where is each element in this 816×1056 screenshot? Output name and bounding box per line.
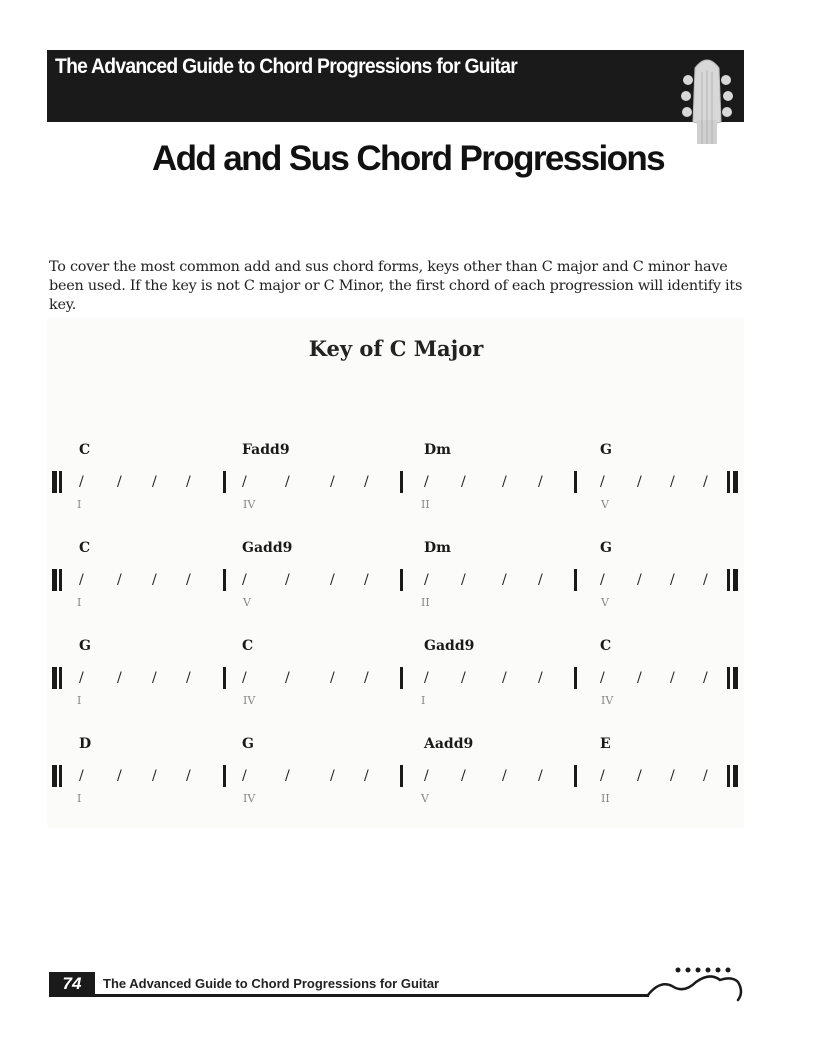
- beat-slash: /: [637, 768, 642, 784]
- beat-slash: /: [670, 474, 675, 490]
- intro-paragraph: To cover the most common add and sus chord forms, keys other than C major and C minor have been used. If the key is not C major or C Minor, the first chord of each progression will identify its key.: [49, 259, 743, 313]
- beat-slash: /: [364, 768, 369, 784]
- chord-name: E: [600, 736, 611, 752]
- beat-slash: /: [637, 670, 642, 686]
- start-repeat-bar: [59, 765, 62, 787]
- bar-line: [574, 667, 577, 689]
- roman-numeral: I: [421, 694, 426, 707]
- beat-slash: /: [285, 670, 290, 686]
- beat-slash: /: [424, 670, 429, 686]
- bar-line: [223, 765, 226, 787]
- chord-name: C: [79, 540, 91, 556]
- start-repeat-bar: [59, 667, 62, 689]
- beat-slash: /: [285, 768, 290, 784]
- beat-slash: /: [79, 768, 84, 784]
- roman-numeral: V: [601, 498, 609, 511]
- beat-slash: /: [364, 670, 369, 686]
- beat-slash: /: [703, 474, 708, 490]
- guitar-headstock-icon: [675, 52, 739, 146]
- roman-numeral: II: [421, 498, 430, 511]
- beat-slash: /: [186, 474, 191, 490]
- chord-name: C: [600, 638, 612, 654]
- beat-slash: /: [502, 768, 507, 784]
- beat-slash: /: [242, 474, 247, 490]
- beat-slash: /: [424, 474, 429, 490]
- bar-line: [574, 569, 577, 591]
- beat-slash: /: [285, 572, 290, 588]
- beat-slash: /: [670, 670, 675, 686]
- start-repeat-bar: [52, 765, 57, 787]
- end-repeat-bar: [727, 765, 730, 787]
- header-band: [47, 50, 744, 122]
- beat-slash: /: [117, 768, 122, 784]
- roman-numeral: IV: [243, 792, 256, 805]
- bar-line: [574, 765, 577, 787]
- beat-slash: /: [600, 572, 605, 588]
- end-repeat-bar: [733, 471, 738, 493]
- page-number: 74: [49, 972, 95, 995]
- start-repeat-bar: [52, 471, 57, 493]
- beat-slash: /: [502, 474, 507, 490]
- beat-slash: /: [637, 474, 642, 490]
- bar-line: [223, 667, 226, 689]
- roman-numeral: V: [243, 596, 251, 609]
- beat-slash: /: [152, 768, 157, 784]
- roman-numeral: I: [77, 792, 82, 805]
- progression-row: [0, 638, 816, 718]
- end-repeat-bar: [733, 765, 738, 787]
- beat-slash: /: [637, 572, 642, 588]
- roman-numeral: II: [601, 792, 610, 805]
- beat-slash: /: [538, 572, 543, 588]
- end-repeat-bar: [733, 569, 738, 591]
- beat-slash: /: [461, 768, 466, 784]
- roman-numeral: II: [421, 596, 430, 609]
- beat-slash: /: [502, 670, 507, 686]
- beat-slash: /: [538, 670, 543, 686]
- roman-numeral: I: [77, 596, 82, 609]
- beat-slash: /: [502, 572, 507, 588]
- start-repeat-bar: [59, 471, 62, 493]
- end-repeat-bar: [727, 569, 730, 591]
- chord-name: Gadd9: [242, 540, 293, 556]
- chord-name: C: [79, 442, 91, 458]
- beat-slash: /: [461, 670, 466, 686]
- roman-numeral: IV: [601, 694, 614, 707]
- beat-slash: /: [703, 572, 708, 588]
- bar-line: [400, 765, 403, 787]
- chord-name: G: [600, 442, 612, 458]
- beat-slash: /: [600, 670, 605, 686]
- beat-slash: /: [364, 474, 369, 490]
- chord-name: Gadd9: [424, 638, 475, 654]
- footer-title: The Advanced Guide to Chord Progressions for Guitar: [103, 976, 440, 991]
- beat-slash: /: [600, 768, 605, 784]
- beat-slash: /: [424, 768, 429, 784]
- page-title: Add and Sus Chord Progressions: [151, 139, 665, 178]
- bar-line: [400, 471, 403, 493]
- roman-numeral: V: [421, 792, 429, 805]
- chord-name: Dm: [424, 540, 451, 556]
- beat-slash: /: [117, 474, 122, 490]
- beat-slash: /: [152, 474, 157, 490]
- roman-numeral: I: [77, 694, 82, 707]
- beat-slash: /: [364, 572, 369, 588]
- chord-name: Aadd9: [424, 736, 474, 752]
- beat-slash: /: [186, 670, 191, 686]
- beat-slash: /: [461, 572, 466, 588]
- beat-slash: /: [242, 670, 247, 686]
- beat-slash: /: [330, 768, 335, 784]
- beat-slash: /: [538, 474, 543, 490]
- beat-slash: /: [670, 768, 675, 784]
- beat-slash: /: [330, 474, 335, 490]
- beat-slash: /: [117, 572, 122, 588]
- progression-row: [0, 442, 816, 522]
- chord-name: G: [79, 638, 91, 654]
- bar-line: [223, 569, 226, 591]
- end-repeat-bar: [727, 667, 730, 689]
- start-repeat-bar: [59, 569, 62, 591]
- guitar-outline-icon: [640, 962, 750, 1006]
- progression-row: [0, 540, 816, 620]
- bar-line: [574, 471, 577, 493]
- start-repeat-bar: [52, 667, 57, 689]
- bar-line: [400, 667, 403, 689]
- beat-slash: /: [242, 572, 247, 588]
- beat-slash: /: [79, 670, 84, 686]
- beat-slash: /: [152, 572, 157, 588]
- beat-slash: /: [538, 768, 543, 784]
- beat-slash: /: [330, 572, 335, 588]
- beat-slash: /: [703, 768, 708, 784]
- chord-name: D: [79, 736, 92, 752]
- header-title: The Advanced Guide to Chord Progressions for Guitar: [55, 55, 517, 78]
- start-repeat-bar: [52, 569, 57, 591]
- roman-numeral: V: [601, 596, 609, 609]
- end-repeat-bar: [733, 667, 738, 689]
- beat-slash: /: [186, 768, 191, 784]
- beat-slash: /: [186, 572, 191, 588]
- chord-name: G: [600, 540, 612, 556]
- roman-numeral: I: [77, 498, 82, 511]
- chord-name: Fadd9: [242, 442, 290, 458]
- beat-slash: /: [330, 670, 335, 686]
- roman-numeral: IV: [243, 498, 256, 511]
- beat-slash: /: [461, 474, 466, 490]
- beat-slash: /: [670, 572, 675, 588]
- footer-rule: [49, 994, 649, 997]
- bar-line: [223, 471, 226, 493]
- bar-line: [400, 569, 403, 591]
- chord-name: Dm: [424, 442, 451, 458]
- chord-name: G: [242, 736, 254, 752]
- beat-slash: /: [79, 572, 84, 588]
- progression-row: [0, 736, 816, 816]
- beat-slash: /: [79, 474, 84, 490]
- beat-slash: /: [242, 768, 247, 784]
- beat-slash: /: [600, 474, 605, 490]
- roman-numeral: IV: [243, 694, 256, 707]
- beat-slash: /: [152, 670, 157, 686]
- beat-slash: /: [117, 670, 122, 686]
- beat-slash: /: [285, 474, 290, 490]
- key-title: Key of C Major: [308, 336, 484, 361]
- chord-name: C: [242, 638, 254, 654]
- beat-slash: /: [703, 670, 708, 686]
- end-repeat-bar: [727, 471, 730, 493]
- beat-slash: /: [424, 572, 429, 588]
